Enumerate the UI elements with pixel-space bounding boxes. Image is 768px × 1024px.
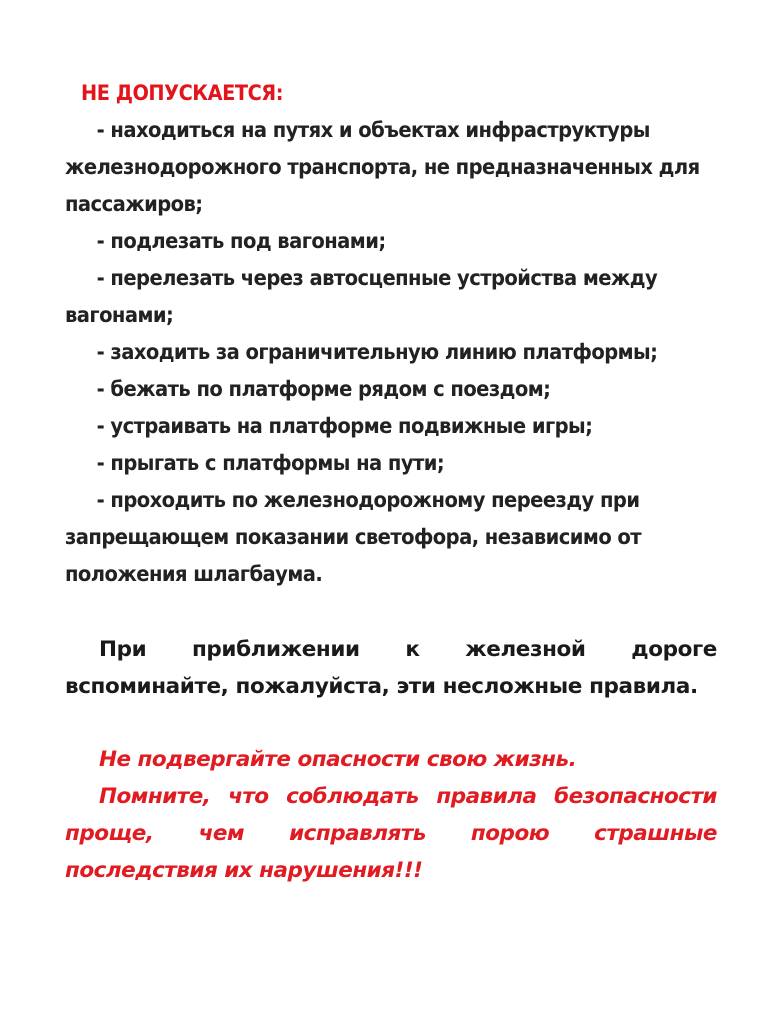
warning-block xyxy=(65,741,717,889)
safety-rules-document xyxy=(65,76,717,889)
rule-item: - заходить за ограничительную линию платформы; xyxy=(96,340,658,364)
rule-item: - бежать по платформе рядом с поездом; xyxy=(96,377,551,401)
rule-item: - подлезать под вагонами; xyxy=(96,229,386,253)
warning-line: Не подвергайте опасности свою жизнь. xyxy=(99,747,577,772)
rule-item: - находиться на путях и объектах инфраструктуры железнодорожного транспорта, не предназначенных для пассажиров; xyxy=(65,118,700,216)
prohibited-heading: НЕ ДОПУСКАЕТСЯ: xyxy=(81,81,283,105)
rule-item: - прыгать с платформы на пути; xyxy=(96,451,445,475)
rule-item: - перелезать через автосцепные устройства между вагонами; xyxy=(65,266,658,327)
rule-item: - устраивать на платформе подвижные игры; xyxy=(96,414,593,438)
warning-line: Помните, что соблюдать правила безопасности проще, чем исправлять порою страшные последствия их нарушения!!! xyxy=(65,784,717,883)
reminder-paragraph: При приближении к железной дороге вспоминайте, пожалуйста, эти несложные правила. xyxy=(65,637,717,699)
rule-item: - проходить по железнодорожному переезду при запрещающем показании светофора, независимо от положения шлагбаума. xyxy=(65,488,642,586)
prohibited-rules-list xyxy=(65,112,717,593)
